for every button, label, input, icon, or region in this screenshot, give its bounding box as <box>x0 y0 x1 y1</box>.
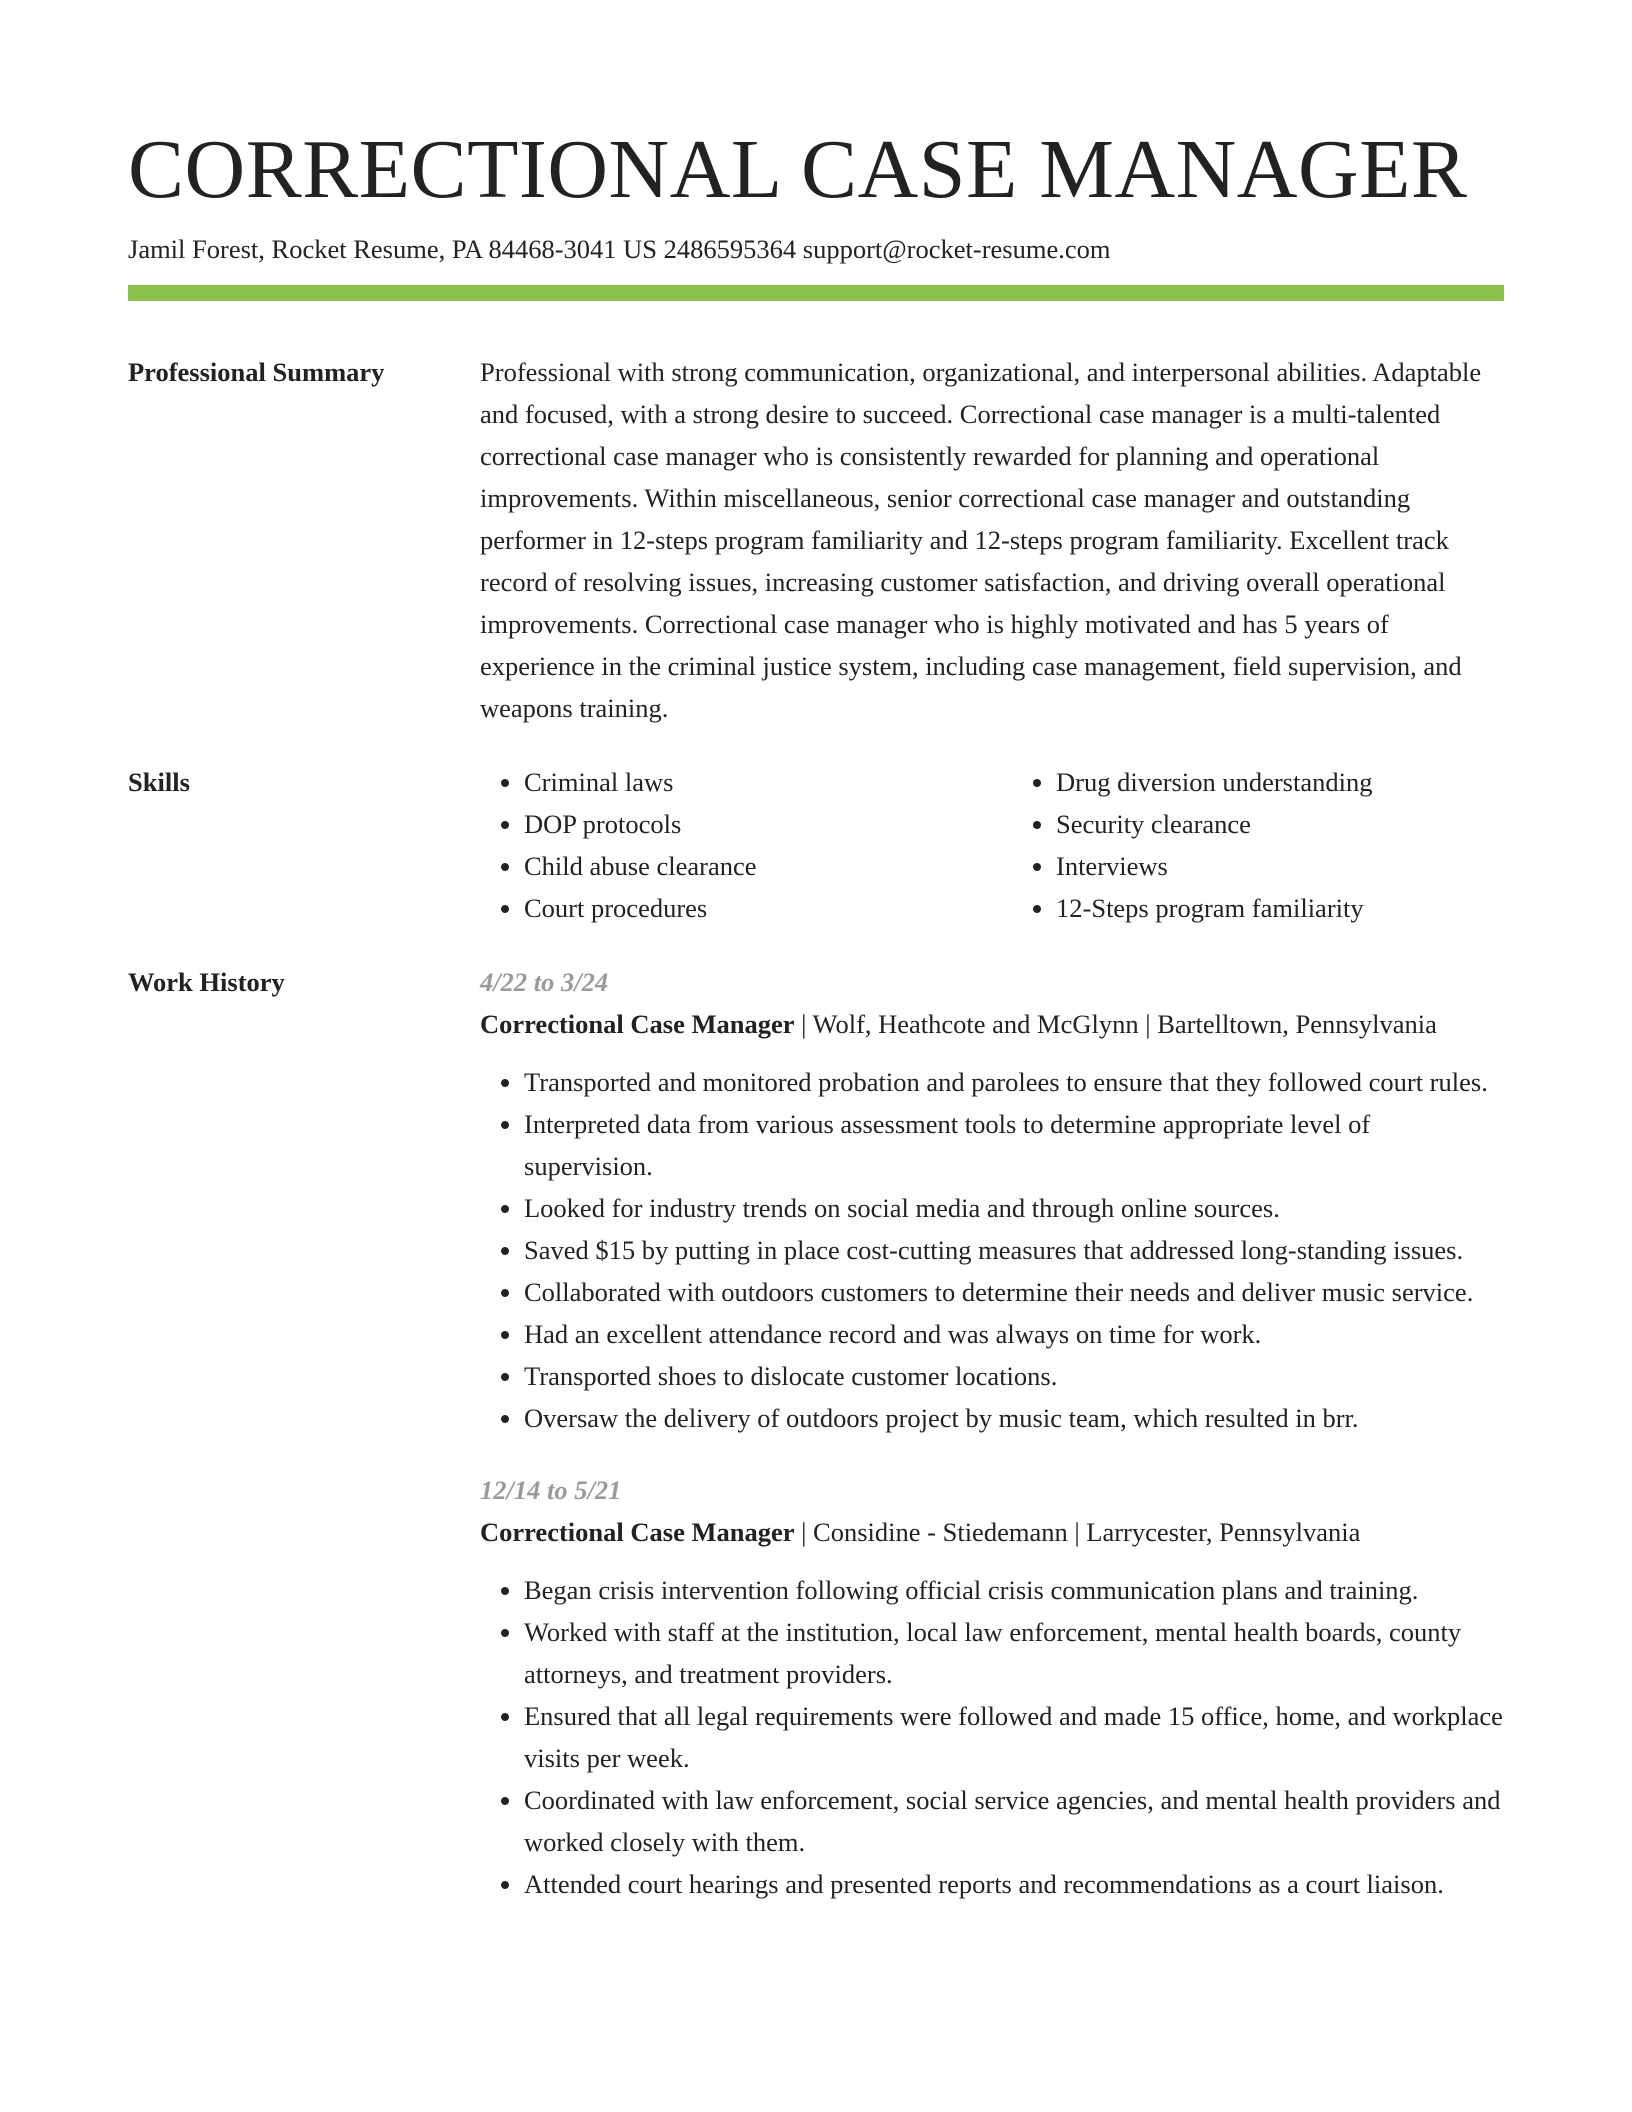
job-bullet: • Saved $15 by putting in place cost-cutting measures that addressed long-standing issues. <box>524 1229 1504 1271</box>
skills-grid <box>480 761 1504 929</box>
job-bullet: • Ensured that all legal requirements were followed and made 15 office, home, and workplace visits per week. <box>524 1695 1504 1779</box>
job-bullet: • Looked for industry trends on social media and through online sources. <box>524 1187 1504 1229</box>
job-details: | Considine - Stiedemann | Larrycester, Pennsylvania <box>794 1517 1361 1547</box>
skill-item: • Interviews <box>1056 845 1504 887</box>
skill-item: • Drug diversion understanding <box>1056 761 1504 803</box>
job-bullet: • Attended court hearings and presented reports and recommendations as a court liaison. <box>524 1863 1504 1905</box>
job-bullet: • Oversaw the delivery of outdoors project by music team, which resulted in brr. <box>524 1397 1504 1439</box>
skill-item: • DOP protocols <box>524 803 972 845</box>
skill-item: • 12-Steps program familiarity <box>1056 887 1504 929</box>
job-bullet: • Worked with staff at the institution, local law enforcement, mental health boards, county attorneys, and treatment providers. <box>524 1611 1504 1695</box>
work-history-section <box>128 961 1504 1905</box>
contact-line: Jamil Forest, Rocket Resume, PA 84468-3041 US 2486595364 support@rocket-resume.com <box>128 234 1111 264</box>
job-details: | Wolf, Heathcote and McGlynn | Bartelltown, Pennsylvania <box>794 1009 1437 1039</box>
skills-section <box>128 761 1504 929</box>
job-bullet: • Had an excellent attendance record and was always on time for work. <box>524 1313 1504 1355</box>
skill-item: • Court procedures <box>524 887 972 929</box>
job-dates: 4/22 to 3/24 <box>480 967 609 997</box>
job-bullet: • Interpreted data from various assessment tools to determine appropriate level of supervision. <box>524 1103 1504 1187</box>
section-heading-skills: Skills <box>128 767 190 797</box>
section-heading-summary: Professional Summary <box>128 357 385 387</box>
job-bullet: • Transported shoes to dislocate customer locations. <box>524 1355 1504 1397</box>
job-bullet: • Collaborated with outdoors customers to determine their needs and deliver music service. <box>524 1271 1504 1313</box>
professional-summary-section <box>128 351 1504 729</box>
job-entry <box>480 1469 1504 1905</box>
job-bullet: • Transported and monitored probation and parolees to ensure that they followed court rules. <box>524 1061 1504 1103</box>
section-heading-work: Work History <box>128 967 285 997</box>
resume-title: CORRECTIONAL CASE MANAGER <box>128 123 1468 216</box>
skill-item: • Criminal laws <box>524 761 972 803</box>
skill-item: • Security clearance <box>1056 803 1504 845</box>
job-entry <box>480 961 1504 1439</box>
job-bullet: • Began crisis intervention following official crisis communication plans and training. <box>524 1569 1504 1611</box>
job-title: Correctional Case Manager <box>480 1517 795 1547</box>
job-bullets <box>480 1061 1504 1439</box>
accent-divider <box>128 285 1504 301</box>
skill-item: • Child abuse clearance <box>524 845 972 887</box>
skills-list-right <box>1012 761 1504 929</box>
job-bullets <box>480 1569 1504 1905</box>
job-dates: 12/14 to 5/21 <box>480 1475 622 1505</box>
summary-text: Professional with strong communication, organizational, and interpersonal abilities. Adaptable and focused, with a strong desire to succeed. Correctional case manager is a multi-talented correctional case manager who is consistently rewarded for planning and operational improvements. Within miscellaneous, senior correctional case manager and outstanding performer in 12-steps program familiarity and 12-steps program familiarity. Excellent track record of resolving issues, increasing customer satisfaction, and driving overall operational improvements. Correctional case manager who is highly motivated and has 5 years of experience in the criminal justice system, including case management, field supervision, and weapons training. <box>480 357 1482 723</box>
job-bullet: • Coordinated with law enforcement, social service agencies, and mental health providers and worked closely with them. <box>524 1779 1504 1863</box>
job-header <box>480 1003 1504 1045</box>
skills-list-left <box>480 761 972 929</box>
resume-page <box>128 0 1504 1905</box>
job-title: Correctional Case Manager <box>480 1009 795 1039</box>
job-header <box>480 1511 1504 1553</box>
